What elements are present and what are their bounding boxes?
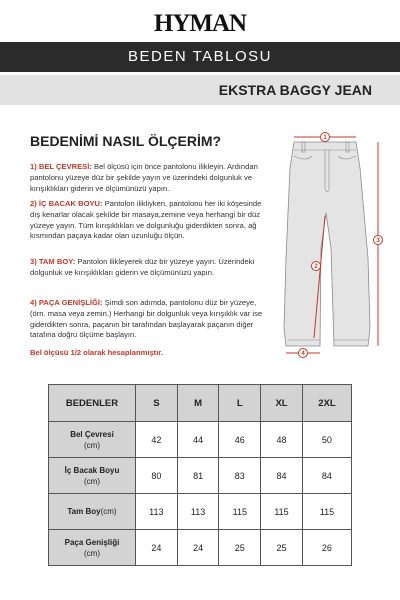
step-label: 1) BEL ÇEVRESİ: bbox=[30, 162, 92, 171]
table-row bbox=[49, 530, 352, 566]
jeans-diagram bbox=[276, 128, 386, 363]
table-cell: 115 bbox=[261, 494, 303, 530]
table-cell: 44 bbox=[177, 422, 219, 458]
table-cell: 50 bbox=[302, 422, 351, 458]
table-row bbox=[49, 422, 352, 458]
size-header: XL bbox=[261, 385, 303, 422]
table-cell: 80 bbox=[136, 458, 178, 494]
table-cell: 81 bbox=[177, 458, 219, 494]
table-cell: 115 bbox=[219, 494, 261, 530]
step-label: 2) İÇ BACAK BOYU: bbox=[30, 199, 103, 208]
table-cell: 84 bbox=[261, 458, 303, 494]
table-cell: 26 bbox=[302, 530, 351, 566]
table-cell: 113 bbox=[136, 494, 178, 530]
marker-3-label: 3 bbox=[376, 238, 380, 245]
step-length bbox=[30, 257, 270, 279]
jeans-outline bbox=[284, 142, 370, 346]
table-row bbox=[49, 458, 352, 494]
table-row bbox=[49, 494, 352, 530]
step-waist bbox=[30, 162, 270, 194]
step-text: Pantolon ilikleyerek düz bir yüzeye yayın. Üzerindeki dolgunluk ve kırışıklıkları giderin ve ölçümünüzü yapın. bbox=[30, 257, 255, 277]
step-text: Şimdi son adımda, pantolonu düz bir yüzeye, (örn. masa veya zemin.) Herhangi bir dolgunluk veya kırışıklık var ise giderdikten sonra, paçanın bir tarafından başlayarak paçanın diğer tarafına doğru ölçüme başlayın. bbox=[30, 298, 263, 340]
table-cell: 25 bbox=[219, 530, 261, 566]
step-label: 3) TAM BOY: bbox=[30, 257, 76, 266]
size-table-header bbox=[49, 385, 352, 422]
product-name: EKSTRA BAGGY JEAN bbox=[0, 75, 400, 105]
size-header: 2XL bbox=[302, 385, 351, 422]
size-table bbox=[48, 384, 352, 566]
marker-1-label: 1 bbox=[323, 135, 327, 142]
row-label: Tam Boy(cm) bbox=[49, 494, 136, 530]
row-label: Paça Genişliği (cm) bbox=[49, 530, 136, 566]
table-cell: 115 bbox=[302, 494, 351, 530]
row-label: İç Bacak Boyu (cm) bbox=[49, 458, 136, 494]
brand-logo: HYMAN bbox=[153, 10, 247, 37]
step-text: Pantolon ilikliyken, pantolonu her iki köşesinde dış kenarlar olacak şekilde bir masaya,zemine veya herhangi bir düz yüzeye yayın. Tüm kırışıklıkları ve dolgunluğu giderdikten sonra, ağ kısmından paçaya kadar olan uzunluğu ölçün. bbox=[30, 199, 262, 241]
table-cell: 48 bbox=[261, 422, 303, 458]
table-cell: 83 bbox=[219, 458, 261, 494]
table-cell: 24 bbox=[177, 530, 219, 566]
size-header: L bbox=[219, 385, 261, 422]
table-cell: 25 bbox=[261, 530, 303, 566]
step-text: Bel ölçüsü için önce pantolonu ilikleyin. Ardından pantolonu yüzeye düz bir şekilde yayın ve üzerindeki dolgunluk ve kırışıklıkları giderin ve ölçümünüzü yapın. bbox=[30, 162, 258, 193]
page-title: BEDEN TABLOSU bbox=[0, 42, 400, 72]
table-cell: 84 bbox=[302, 458, 351, 494]
table-cell: 24 bbox=[136, 530, 178, 566]
table-cell: 46 bbox=[219, 422, 261, 458]
size-header-label: BEDENLER bbox=[49, 385, 136, 422]
step-hem bbox=[30, 298, 270, 341]
size-header: S bbox=[136, 385, 178, 422]
step-label: 4) PAÇA GENİŞLİĞİ: bbox=[30, 298, 103, 307]
marker-2-label: 2 bbox=[314, 264, 318, 271]
size-header: M bbox=[177, 385, 219, 422]
table-cell: 113 bbox=[177, 494, 219, 530]
measurement-note: Bel ölçüsü 1/2 olarak hesaplanmıştır. bbox=[30, 348, 163, 357]
marker-4-label: 4 bbox=[301, 351, 305, 358]
guide-title: BEDENİMİ NASIL ÖLÇERİM? bbox=[30, 133, 222, 149]
table-cell: 42 bbox=[136, 422, 178, 458]
row-label: Bel Çevresi (cm) bbox=[49, 422, 136, 458]
step-inseam bbox=[30, 199, 270, 242]
